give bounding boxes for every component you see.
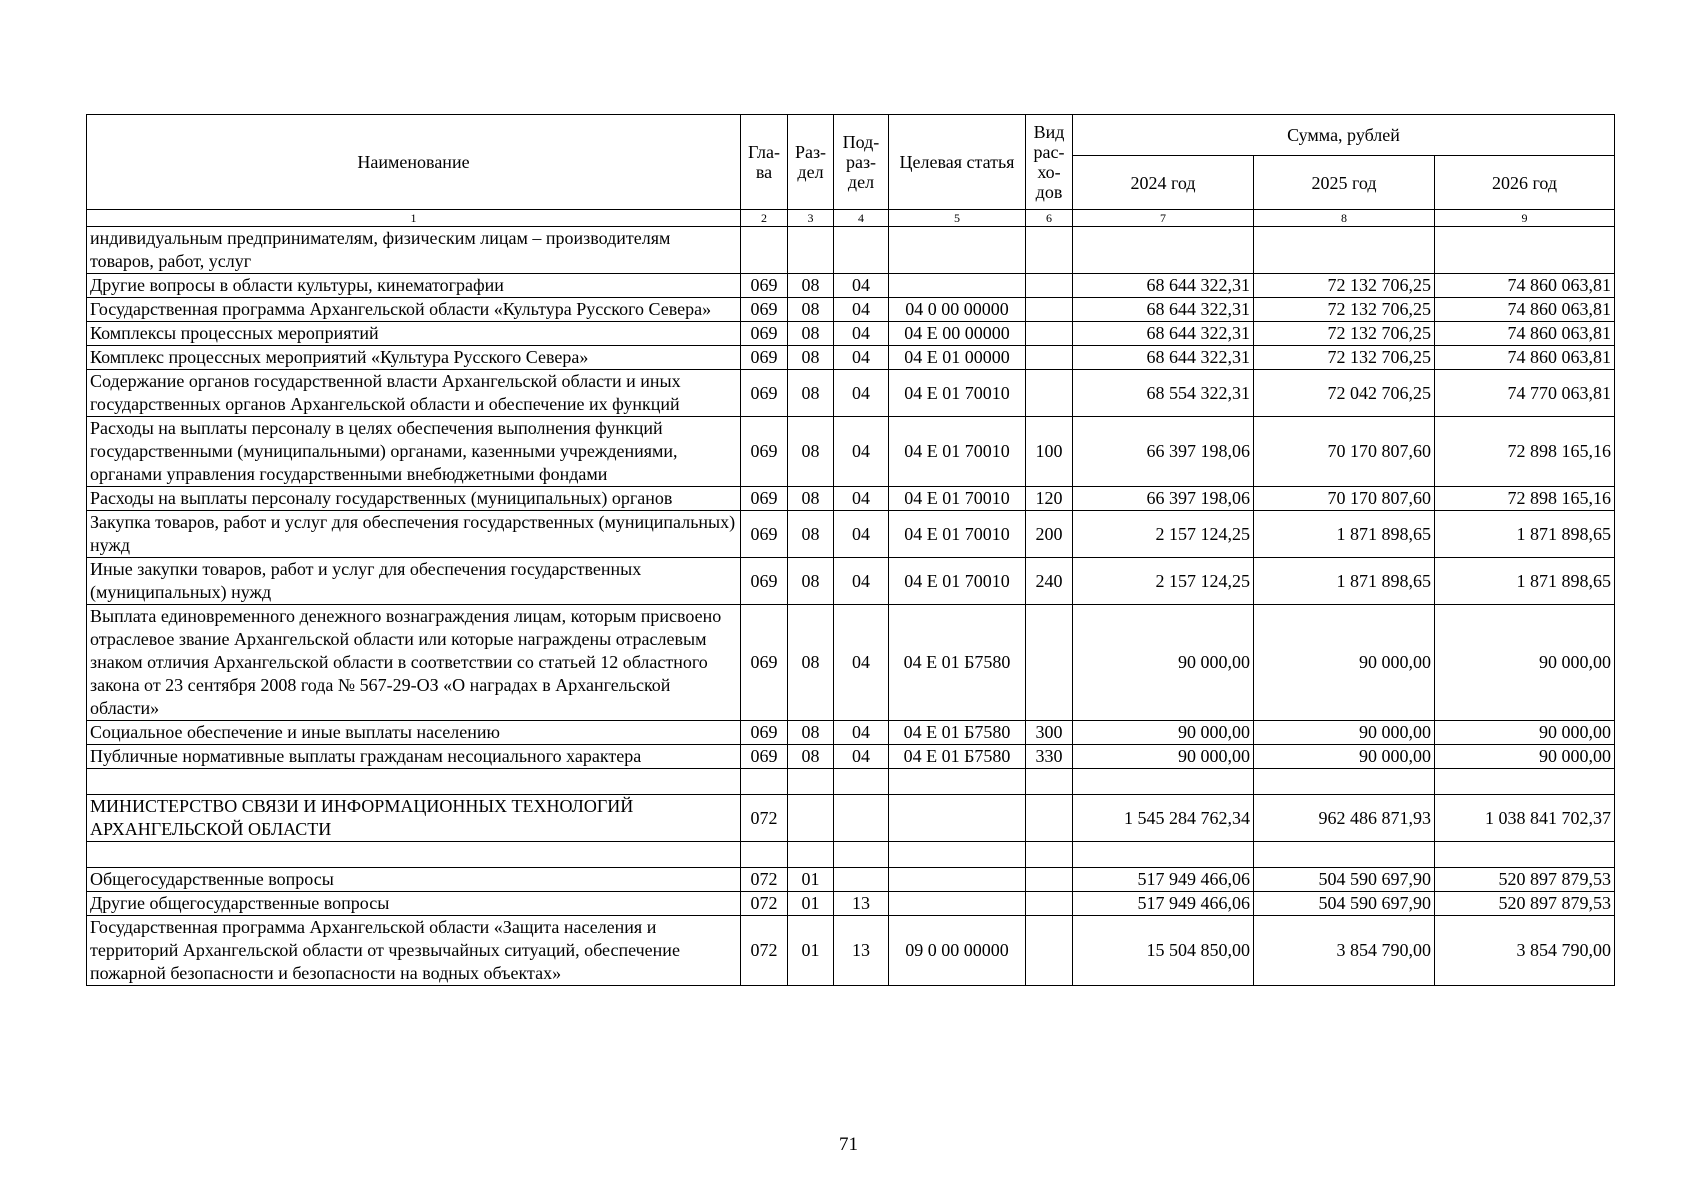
column-numbers-row: [87, 210, 1615, 227]
table-row: [87, 322, 1615, 346]
cell-sum-2026: 90 000,00: [1435, 605, 1615, 721]
cell-sum-2026: 3 854 790,00: [1435, 916, 1615, 986]
cell-vid-rashodov: 240: [1026, 558, 1073, 605]
cell-name: Государственная программа Архангельской области «Защита населения и территорий Архангельской области от чрезвычайных ситуаций, обеспечение пожарной безопасности и безопасности на водных объектах»: [87, 916, 741, 986]
cell-celevaya-statya: 04 Е 01 70010: [889, 370, 1026, 417]
cell-sum-2026: 74 770 063,81: [1435, 370, 1615, 417]
cell-celevaya-statya: 04 Е 01 70010: [889, 511, 1026, 558]
cell-name: [87, 842, 741, 868]
cell-name: Общегосударственные вопросы: [87, 868, 741, 892]
cell-vid-rashodov: [1026, 795, 1073, 842]
cell-sum-2026: 520 897 879,53: [1435, 868, 1615, 892]
cell-podrazdel: 13: [834, 916, 889, 986]
cell-sum-2025: 70 170 807,60: [1254, 487, 1435, 511]
cell-celevaya-statya: 04 0 00 00000: [889, 298, 1026, 322]
cell-sum-2025: 504 590 697,90: [1254, 868, 1435, 892]
cell-sum-2026: 74 860 063,81: [1435, 346, 1615, 370]
cell-razdel: [788, 769, 834, 795]
cell-name: [87, 769, 741, 795]
cell-sum-2025: 1 871 898,65: [1254, 511, 1435, 558]
cell-celevaya-statya: [889, 795, 1026, 842]
cell-name: индивидуальным предпринимателям, физическим лицам – производителям товаров, работ, услуг: [87, 227, 741, 274]
table-body: [87, 227, 1615, 986]
cell-vid-rashodov: [1026, 769, 1073, 795]
table-row: [87, 892, 1615, 916]
header-year-2025: 2025 год: [1254, 156, 1435, 210]
cell-sum-2024: 66 397 198,06: [1073, 487, 1254, 511]
page-number: 71: [839, 1134, 858, 1155]
cell-sum-2024: 90 000,00: [1073, 721, 1254, 745]
cell-name: Публичные нормативные выплаты гражданам несоциального характера: [87, 745, 741, 769]
cell-name: Расходы на выплаты персоналу в целях обеспечения выполнения функций государственными (муниципальными) органами, казенными учреждениями, органами управления государственными внебюджетными фондами: [87, 417, 741, 487]
col-number: 5: [889, 210, 1026, 227]
cell-sum-2024: 15 504 850,00: [1073, 916, 1254, 986]
cell-sum-2026: 1 871 898,65: [1435, 511, 1615, 558]
cell-podrazdel: 04: [834, 721, 889, 745]
cell-podrazdel: [834, 868, 889, 892]
cell-sum-2024: 90 000,00: [1073, 605, 1254, 721]
cell-celevaya-statya: 04 Е 01 70010: [889, 558, 1026, 605]
cell-podrazdel: [834, 795, 889, 842]
col-number: 9: [1435, 210, 1615, 227]
cell-podrazdel: [834, 769, 889, 795]
header-razdel: Раз-дел: [788, 115, 834, 210]
cell-razdel: 08: [788, 558, 834, 605]
cell-vid-rashodov: 100: [1026, 417, 1073, 487]
table-header: [87, 115, 1615, 227]
cell-glava: 069: [741, 417, 788, 487]
cell-sum-2025: 90 000,00: [1254, 605, 1435, 721]
cell-razdel: 08: [788, 511, 834, 558]
cell-vid-rashodov: [1026, 892, 1073, 916]
cell-razdel: [788, 227, 834, 274]
cell-podrazdel: 04: [834, 274, 889, 298]
table-row: [87, 795, 1615, 842]
spacer-row: [87, 842, 1615, 868]
cell-razdel: 08: [788, 745, 834, 769]
cell-vid-rashodov: [1026, 227, 1073, 274]
col-number: 1: [87, 210, 741, 227]
cell-name: Социальное обеспечение и иные выплаты населению: [87, 721, 741, 745]
cell-name: Комплексы процессных мероприятий: [87, 322, 741, 346]
cell-sum-2026: 74 860 063,81: [1435, 322, 1615, 346]
cell-sum-2025: 72 132 706,25: [1254, 274, 1435, 298]
cell-sum-2026: 1 871 898,65: [1435, 558, 1615, 605]
table-row: [87, 511, 1615, 558]
cell-sum-2025: 72 132 706,25: [1254, 298, 1435, 322]
cell-name: Другие общегосударственные вопросы: [87, 892, 741, 916]
cell-vid-rashodov: [1026, 346, 1073, 370]
cell-celevaya-statya: [889, 892, 1026, 916]
cell-glava: 069: [741, 745, 788, 769]
cell-sum-2025: 3 854 790,00: [1254, 916, 1435, 986]
cell-sum-2026: 72 898 165,16: [1435, 487, 1615, 511]
budget-table: [86, 114, 1615, 986]
cell-sum-2025: 90 000,00: [1254, 721, 1435, 745]
cell-name: Выплата единовременного денежного вознаграждения лицам, которым присвоено отраслевое звание Архангельской области или которые награждены отраслевым знаком отличия Архангельской области в соответствии со статьей 12 областного закона от 23 сентября 2008 года № 567-29-ОЗ «О наградах в Архангельской области»: [87, 605, 741, 721]
cell-vid-rashodov: [1026, 842, 1073, 868]
cell-sum-2024: 68 644 322,31: [1073, 298, 1254, 322]
header-vid-rashodov: Вид рас-хо-дов: [1026, 115, 1073, 210]
cell-glava: 069: [741, 511, 788, 558]
spacer-row: [87, 769, 1615, 795]
cell-sum-2024: 1 545 284 762,34: [1073, 795, 1254, 842]
table-row: [87, 745, 1615, 769]
cell-sum-2024: [1073, 227, 1254, 274]
table-row: [87, 346, 1615, 370]
cell-razdel: 08: [788, 721, 834, 745]
cell-sum-2025: [1254, 227, 1435, 274]
cell-glava: 072: [741, 868, 788, 892]
cell-sum-2026: [1435, 769, 1615, 795]
cell-razdel: [788, 795, 834, 842]
cell-celevaya-statya: 04 Е 01 Б7580: [889, 721, 1026, 745]
cell-razdel: 08: [788, 417, 834, 487]
cell-name: Комплекс процессных мероприятий «Культура Русского Севера»: [87, 346, 741, 370]
cell-sum-2025: [1254, 842, 1435, 868]
cell-podrazdel: 04: [834, 298, 889, 322]
cell-name: Другие вопросы в области культуры, кинематографии: [87, 274, 741, 298]
header-podrazdel: Под-раз-дел: [834, 115, 889, 210]
cell-sum-2026: 72 898 165,16: [1435, 417, 1615, 487]
cell-podrazdel: 04: [834, 417, 889, 487]
cell-razdel: 08: [788, 322, 834, 346]
cell-name: Иные закупки товаров, работ и услуг для обеспечения государственных (муниципальных) нужд: [87, 558, 741, 605]
cell-razdel: 08: [788, 487, 834, 511]
cell-sum-2024: [1073, 769, 1254, 795]
cell-vid-rashodov: [1026, 868, 1073, 892]
cell-sum-2026: 90 000,00: [1435, 721, 1615, 745]
table-row: [87, 558, 1615, 605]
table-row: [87, 227, 1615, 274]
cell-celevaya-statya: 04 Е 01 Б7580: [889, 745, 1026, 769]
cell-sum-2025: 72 042 706,25: [1254, 370, 1435, 417]
col-number: 4: [834, 210, 889, 227]
cell-name: Содержание органов государственной власти Архангельской области и иных государственных органов Архангельской области и обеспечение их функций: [87, 370, 741, 417]
cell-sum-2024: 68 644 322,31: [1073, 322, 1254, 346]
table-row: [87, 370, 1615, 417]
table-row: [87, 417, 1615, 487]
cell-sum-2025: 72 132 706,25: [1254, 322, 1435, 346]
col-number: 3: [788, 210, 834, 227]
cell-sum-2024: [1073, 842, 1254, 868]
cell-sum-2024: 68 644 322,31: [1073, 274, 1254, 298]
cell-sum-2025: 962 486 871,93: [1254, 795, 1435, 842]
cell-sum-2024: 68 644 322,31: [1073, 346, 1254, 370]
cell-sum-2024: 517 949 466,06: [1073, 892, 1254, 916]
cell-sum-2025: 90 000,00: [1254, 745, 1435, 769]
table-row: [87, 868, 1615, 892]
cell-sum-2026: 74 860 063,81: [1435, 298, 1615, 322]
cell-podrazdel: 13: [834, 892, 889, 916]
cell-vid-rashodov: [1026, 370, 1073, 417]
cell-celevaya-statya: [889, 227, 1026, 274]
cell-podrazdel: 04: [834, 605, 889, 721]
cell-celevaya-statya: 04 Е 01 70010: [889, 487, 1026, 511]
cell-vid-rashodov: 300: [1026, 721, 1073, 745]
cell-vid-rashodov: 330: [1026, 745, 1073, 769]
cell-razdel: 08: [788, 346, 834, 370]
cell-celevaya-statya: [889, 868, 1026, 892]
cell-sum-2024: 66 397 198,06: [1073, 417, 1254, 487]
table-row: [87, 298, 1615, 322]
cell-sum-2026: [1435, 842, 1615, 868]
cell-sum-2025: [1254, 769, 1435, 795]
cell-celevaya-statya: 09 0 00 00000: [889, 916, 1026, 986]
cell-vid-rashodov: [1026, 322, 1073, 346]
cell-sum-2024: 517 949 466,06: [1073, 868, 1254, 892]
cell-razdel: 08: [788, 298, 834, 322]
table-row: [87, 916, 1615, 986]
cell-glava: 072: [741, 892, 788, 916]
cell-glava: 069: [741, 370, 788, 417]
cell-sum-2025: 72 132 706,25: [1254, 346, 1435, 370]
cell-glava: [741, 769, 788, 795]
cell-glava: 069: [741, 274, 788, 298]
cell-glava: 069: [741, 605, 788, 721]
header-year-2024: 2024 год: [1073, 156, 1254, 210]
table-row: [87, 721, 1615, 745]
col-number: 8: [1254, 210, 1435, 227]
col-number: 2: [741, 210, 788, 227]
cell-vid-rashodov: 120: [1026, 487, 1073, 511]
cell-sum-2026: 520 897 879,53: [1435, 892, 1615, 916]
cell-razdel: 08: [788, 274, 834, 298]
cell-glava: [741, 842, 788, 868]
cell-podrazdel: 04: [834, 745, 889, 769]
cell-vid-rashodov: 200: [1026, 511, 1073, 558]
cell-podrazdel: 04: [834, 558, 889, 605]
table-row: [87, 605, 1615, 721]
cell-sum-2024: 90 000,00: [1073, 745, 1254, 769]
cell-glava: 069: [741, 322, 788, 346]
cell-podrazdel: [834, 842, 889, 868]
cell-glava: [741, 227, 788, 274]
cell-celevaya-statya: [889, 769, 1026, 795]
cell-name: Закупка товаров, работ и услуг для обеспечения государственных (муниципальных) нужд: [87, 511, 741, 558]
cell-glava: 069: [741, 487, 788, 511]
cell-podrazdel: 04: [834, 487, 889, 511]
cell-sum-2026: 90 000,00: [1435, 745, 1615, 769]
cell-glava: 069: [741, 298, 788, 322]
table-row: [87, 487, 1615, 511]
cell-celevaya-statya: [889, 842, 1026, 868]
cell-glava: 069: [741, 721, 788, 745]
cell-podrazdel: 04: [834, 370, 889, 417]
cell-celevaya-statya: [889, 274, 1026, 298]
cell-razdel: 01: [788, 892, 834, 916]
cell-name: МИНИСТЕРСТВО СВЯЗИ И ИНФОРМАЦИОННЫХ ТЕХНОЛОГИЙ АРХАНГЕЛЬСКОЙ ОБЛАСТИ: [87, 795, 741, 842]
header-summa: Сумма, рублей: [1073, 115, 1615, 156]
cell-razdel: 08: [788, 370, 834, 417]
cell-name: Расходы на выплаты персоналу государственных (муниципальных) органов: [87, 487, 741, 511]
cell-celevaya-statya: 04 Е 01 00000: [889, 346, 1026, 370]
cell-glava: 069: [741, 558, 788, 605]
cell-podrazdel: 04: [834, 346, 889, 370]
table-row: [87, 274, 1615, 298]
cell-sum-2024: 68 554 322,31: [1073, 370, 1254, 417]
cell-celevaya-statya: 04 Е 00 00000: [889, 322, 1026, 346]
cell-sum-2026: 74 860 063,81: [1435, 274, 1615, 298]
cell-sum-2026: 1 038 841 702,37: [1435, 795, 1615, 842]
cell-vid-rashodov: [1026, 605, 1073, 721]
cell-razdel: [788, 842, 834, 868]
cell-celevaya-statya: 04 Е 01 70010: [889, 417, 1026, 487]
cell-podrazdel: 04: [834, 322, 889, 346]
cell-razdel: 01: [788, 868, 834, 892]
cell-podrazdel: [834, 227, 889, 274]
col-number: 6: [1026, 210, 1073, 227]
header-glava: Гла-ва: [741, 115, 788, 210]
cell-sum-2025: 1 871 898,65: [1254, 558, 1435, 605]
cell-sum-2024: 2 157 124,25: [1073, 511, 1254, 558]
header-name: Наименование: [87, 115, 741, 210]
cell-sum-2024: 2 157 124,25: [1073, 558, 1254, 605]
cell-razdel: 01: [788, 916, 834, 986]
header-celevaya-statya: Целевая статья: [889, 115, 1026, 210]
cell-celevaya-statya: 04 Е 01 Б7580: [889, 605, 1026, 721]
cell-glava: 072: [741, 916, 788, 986]
cell-podrazdel: 04: [834, 511, 889, 558]
cell-name: Государственная программа Архангельской области «Культура Русского Севера»: [87, 298, 741, 322]
cell-sum-2025: 70 170 807,60: [1254, 417, 1435, 487]
cell-sum-2026: [1435, 227, 1615, 274]
cell-glava: 069: [741, 346, 788, 370]
cell-vid-rashodov: [1026, 298, 1073, 322]
cell-glava: 072: [741, 795, 788, 842]
cell-vid-rashodov: [1026, 274, 1073, 298]
header-year-2026: 2026 год: [1435, 156, 1615, 210]
cell-razdel: 08: [788, 605, 834, 721]
cell-vid-rashodov: [1026, 916, 1073, 986]
cell-sum-2025: 504 590 697,90: [1254, 892, 1435, 916]
col-number: 7: [1073, 210, 1254, 227]
